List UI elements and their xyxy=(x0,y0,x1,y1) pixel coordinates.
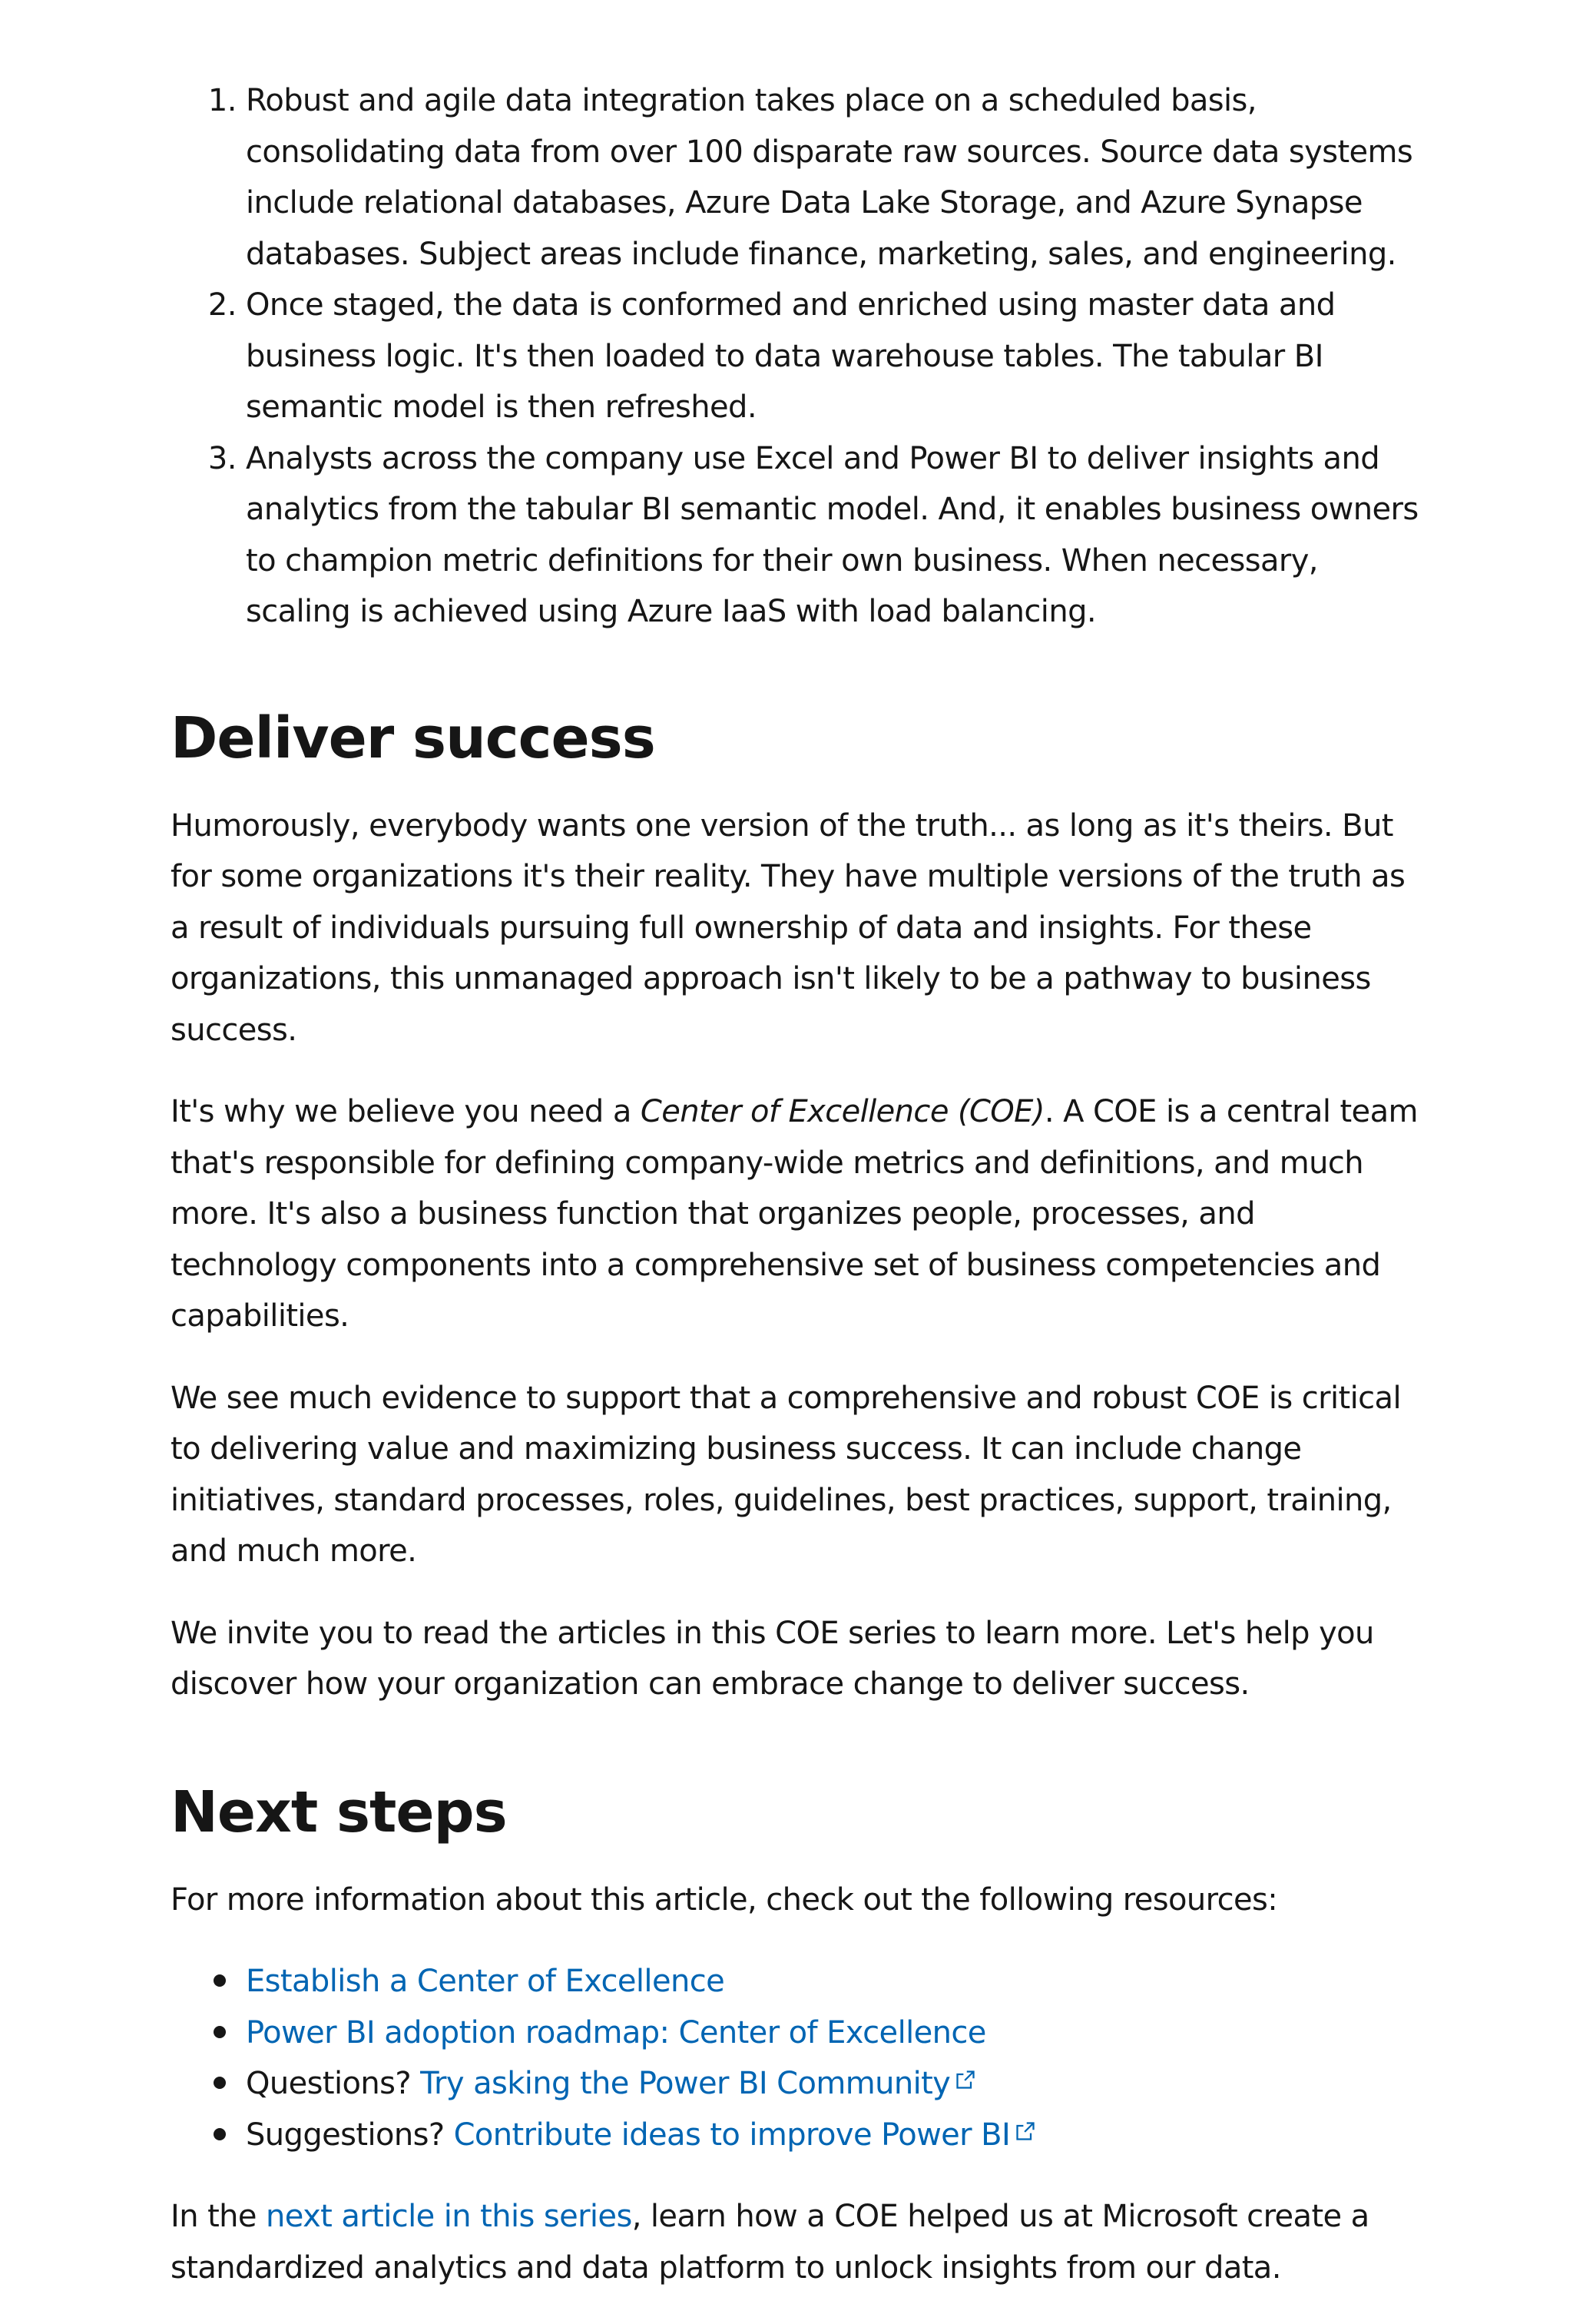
link-next-article[interactable]: next article in this series xyxy=(266,2199,632,2234)
paragraph: For more information about this article, check out the following resources: xyxy=(171,1881,1278,1918)
list-item: 3. Analysts across the company use Excel and Power BI to deliver insights and analytics from the tabular BI semantic model. And, it enables business owners to champion metric definitions for their own business. When necessary, scaling is achieved using Azure IaaS with load balancing. xyxy=(246,433,1419,638)
external-link-icon xyxy=(955,2069,976,2090)
section-heading-deliver-success: Deliver success xyxy=(171,704,655,771)
paragraph-text: In the xyxy=(171,2199,267,2234)
link-text: Try asking the Power BI Community xyxy=(420,2066,951,2101)
paragraph-text: It's why we believe you need a xyxy=(171,1094,641,1129)
link-text: Contribute ideas to improve Power BI xyxy=(453,2117,1011,2153)
article-content xyxy=(171,75,1419,2324)
link-power-bi-community[interactable] xyxy=(420,2066,976,2101)
paragraph-text: . A COE is a central team that's responsible for defining company-wide metrics and definitions, and much more. It's also a business function that organizes people, processes, and technology components into a comprehensive set of business competencies and capabilities. xyxy=(171,1094,1418,1334)
list-item-prefix: Questions? xyxy=(246,2066,421,2101)
list-item xyxy=(246,2110,1419,2161)
link-contribute-ideas[interactable] xyxy=(454,2117,1037,2153)
paragraph: We invite you to read the articles in this COE series to learn more. Let's help you discover how your organization can embrace change to deliver success. xyxy=(171,1615,1374,1702)
paragraph-text: , learn how a COE helped us at Microsoft create a standardized analytics and data platform to unlock insights from our data. xyxy=(171,2199,1369,2286)
paragraph: We see much evidence to support that a comprehensive and robust COE is critical to delivering value and maximizing business success. It can include change initiatives, standard processes, roles, guidelines, best practices, support, training, and much more. xyxy=(171,1380,1401,1569)
list-item xyxy=(246,2058,1419,2110)
list-item xyxy=(246,2007,1419,2059)
paragraph: Humorously, everybody wants one version of the truth... as long as it's theirs. But for some organizations it's their reality. They have multiple versions of the truth as a result of individuals pursuing full ownership of data and insights. For these organizations, this unmanaged approach isn't likely to be a pathway to business success. xyxy=(171,807,1406,1048)
resources-list xyxy=(171,1956,1419,2160)
emphasis-text: Center of Excellence (COE) xyxy=(640,1094,1045,1129)
list-item-prefix: Suggestions? xyxy=(246,2117,454,2153)
link-adoption-roadmap-coe[interactable]: Power BI adoption roadmap: Center of Excellence xyxy=(246,2014,986,2050)
list-item: 2. Once staged, the data is conformed and enriched using master data and business logic. It's then loaded to data warehouse tables. The tabular BI semantic model is then refreshed. xyxy=(246,280,1419,433)
section-heading-next-steps: Next steps xyxy=(171,1779,507,1845)
external-link-icon xyxy=(1015,2120,1036,2142)
paragraph xyxy=(171,1086,1419,1342)
link-establish-coe[interactable]: Establish a Center of Excellence xyxy=(246,1964,725,1999)
process-steps-list xyxy=(171,75,1419,638)
list-item: 1. Robust and agile data integration takes place on a scheduled basis, consolidating data from over 100 disparate raw sources. Source data systems include relational databases, Azure Data Lake Storage, and Azure Synapse databases. Subject areas include finance, marketing, sales, and engineering. xyxy=(246,75,1419,280)
list-item xyxy=(246,1956,1419,2007)
paragraph xyxy=(171,2191,1419,2293)
